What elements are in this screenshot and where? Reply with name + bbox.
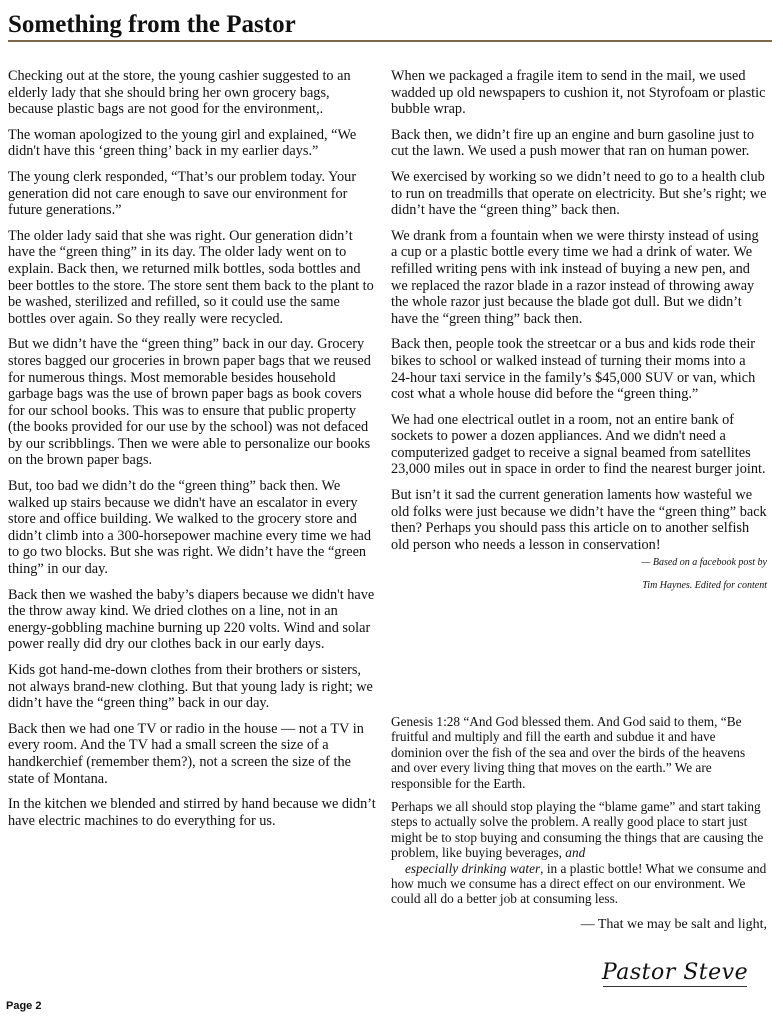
article-paragraph: But isn’t it sad the current generation laments how wasteful we old folks were just because we didn’t have the “green thing” back then? Perhaps you should pass this article on to another selfish old person who needs a lesson in conservation! [391,487,767,553]
article-paragraph: Checking out at the store, the young cashier suggested to an elderly lady that she should bring her own grocery bags, because plastic bags are not good for the environment,. [8,68,351,118]
pastor-signature: Pastor Steve [585,960,765,987]
article-paragraph: In the kitchen we blended and stirred by hand because we didn’t have electric machines to do everything for us. [8,796,376,829]
closing-emphasis: especially drinking water [405,860,541,876]
credit-line: Tim Haynes. Edited for content [642,580,767,592]
closing-indent [391,861,540,876]
article-paragraph: We had one electrical outlet in a room, not an entire bank of sockets to power a dozen appliances. And we didn't need a computerized gadget to receive a signal beamed from satellites 23,000 miles out in space in order to find the nearest burger joint. [391,411,766,478]
closing-text: , in a plastic bottle! What we consume and how much we consume has a direct effect on our environment. We could all do a better job at consuming less. [391,860,767,907]
credit-line: — Based on a facebook post by [641,557,767,569]
closing-text: Perhaps we all should stop playing the “blame game” and start taking steps to actually solve the problem. A really good place to start just might be to stop buying and consuming the things that are causing the problem, like buying beverages, [391,799,764,861]
article-paragraph: Back then we had one TV or radio in the house — not a TV in every room. And the TV had a small screen the size of a handkerchief (remember them?), not a screen the size of the state of Montana. [8,720,364,787]
article-paragraph: Back then we washed the baby’s diapers because we didn't have the throw away kind. We dried clothes on a line, not in an energy-gobbling machine burning up 220 volts. Wind and solar power really did dry our clothes back in our early days. [8,586,375,653]
closing-paragraph [391,799,767,907]
page-number: Page 2 [6,1000,42,1012]
article-paragraph: But, too bad we didn’t do the “green thing” back then. We walked up stairs because we didn't have an escalator in every store and office building. We walked to the grocery store and didn’t climb into a 300-horsepower machine every time we had to go two blocks. But she was right. We didn’t have the “green thing” in our day. [8,478,372,578]
page-title: Something from the Pastor [8,11,296,38]
article-paragraph: The woman apologized to the young girl and explained, “We didn't have this ‘green thing’ back in my earlier days.” [8,126,357,160]
left-column [8,68,376,838]
article-paragraph: We drank from a fountain when we were thirsty instead of using a cup or a plastic bottle every time we had a drink of water. We refilled writing pens with ink instead of buying a new pen, and we replaced the razor blade in a razor instead of throwing away the whole razor just because the blade got dull. But we didn’t have the “green thing” back then. [391,227,759,327]
article-paragraph: The older lady said that she was right. Our generation didn’t have the “green thing” in its day. The older lady went on to explain. Back then, we returned milk bottles, soda bottles and beer bottles to the store. The store sent them back to the plant to be washed, sterilized and refilled, so it could use the same bottles over again. So they really were recycled. [8,227,374,327]
title-rule [8,40,772,42]
closing-section [391,714,767,932]
article-paragraph: The young clerk responded, “That’s our problem today. Your generation did not care enough to save our environment for future generations.” [8,168,357,219]
article-paragraph: Back then, people took the streetcar or a bus and kids rode their bikes to school or walked instead of turning their moms into a 24-hour taxi service in the family’s $45,000 SUV or van, which cost what a whole house did before the “green thing.” [391,336,756,403]
masthead [8,12,772,42]
article-paragraph: Kids got hand-me-down clothes from their brothers or sisters, not always brand-new clothing. But that young lady is right; we didn’t have the “green thing” back in our day. [8,662,373,712]
article-paragraph: Back then, we didn’t fire up an engine and burn gasoline just to cut the lawn. We used a push mower that ran on human power. [391,126,755,160]
sign-off: — That we may be salt and light, [580,916,767,932]
article-paragraph: We exercised by working so we didn’t need to go to a health club to run on treadmills that operate on electricity. But she’s right; we didn’t have the “green thing” back then. [391,168,767,219]
scripture-paragraph: Genesis 1:28 “And God blessed them. And God said to them, “Be fruitful and multiply and fill the earth and subdue it and have dominion over the fish of the sea and over the birds of the heavens and over every living thing that moves on the earth.” We are responsible for the Earth. [391,714,746,791]
article-paragraph: But we didn’t have the “green thing” back in our day. Grocery stores bagged our groceries in brown paper bags that we reused for numerous things. Most memorable besides household garbage bags was the use of brown paper bags as book covers for our school books. This was to ensure that public property (the books provided for our use by the school) was not defaced by our scribblings. Then we were able to personalize our books on the brown paper bags. [8,336,371,469]
article-paragraph: When we packaged a fragile item to send in the mail, we used wadded up old newspapers to cushion it, not Styrofoam or plastic bubble wrap. [391,68,766,118]
closing-emphasis: and [565,845,586,861]
right-column [391,68,767,595]
